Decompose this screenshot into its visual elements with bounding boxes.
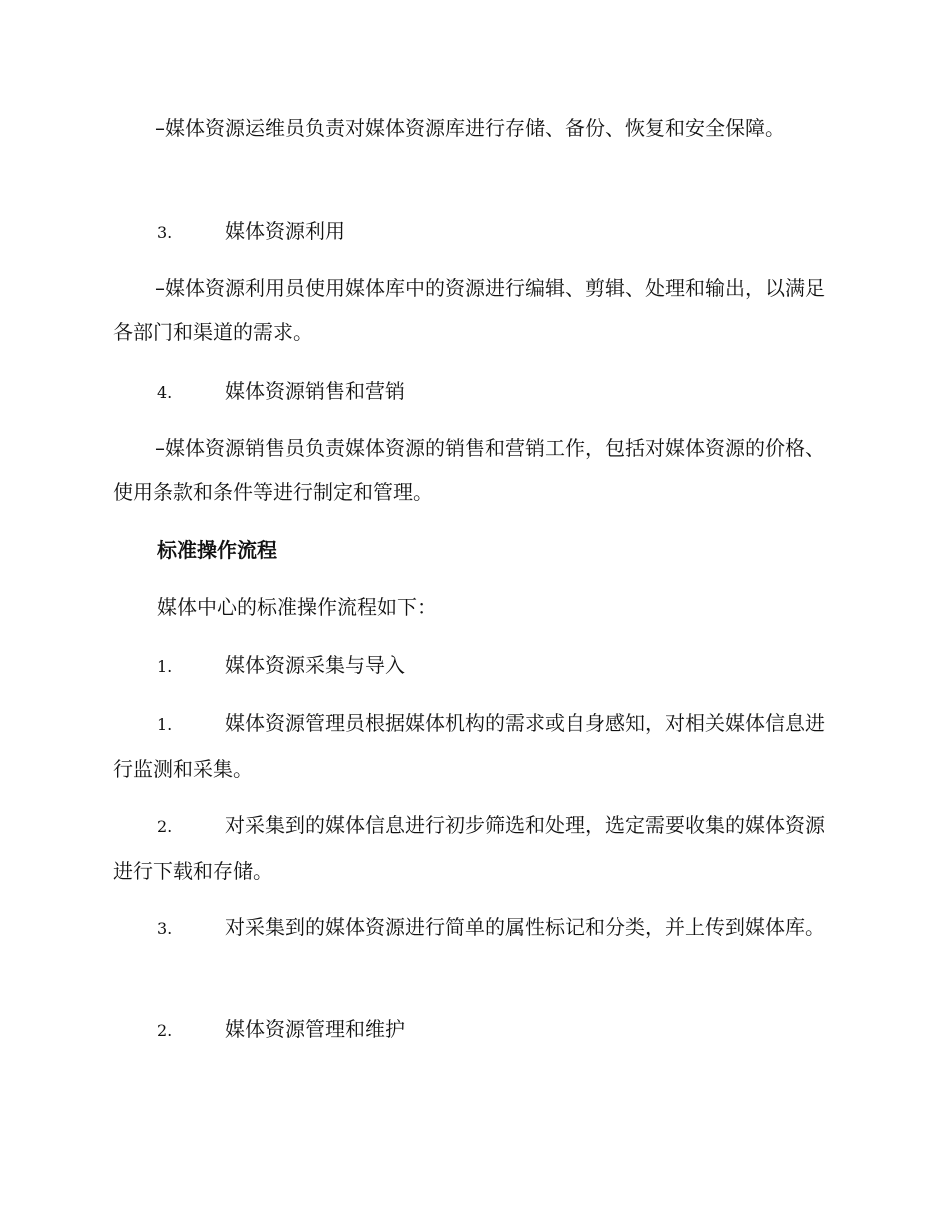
sub-item-text: 对采集到的媒体资源进行简单的属性标记和分类，并上传到媒体库。 [225, 915, 825, 939]
list-number: 3. [157, 223, 173, 242]
list-number: 1. [157, 657, 173, 676]
list-item-sales-marketing [157, 378, 405, 406]
paragraph-use-staff [113, 266, 838, 354]
paragraph-text: –媒体资源销售员负责媒体资源的销售和营销工作，包括对媒体资源的价格、使用条款和条件等进行制定和管理。 [113, 436, 825, 504]
list-item-text: 媒体资源采集与导入 [225, 653, 405, 677]
sub-item-number: 3. [157, 919, 173, 938]
sub-item-number: 1. [157, 715, 173, 734]
sub-item-tag-upload [113, 905, 838, 951]
list-number: 2. [157, 1021, 173, 1040]
list-item-resource-use [157, 218, 345, 246]
list-item-manage-maintain [157, 1016, 405, 1044]
paragraph-sales-staff [113, 426, 838, 514]
list-item-text: 媒体资源利用 [225, 219, 345, 243]
list-item-text: 媒体资源销售和营销 [225, 379, 405, 403]
paragraph-intro: 媒体中心的标准操作流程如下： [157, 595, 437, 619]
list-number: 4. [157, 383, 173, 402]
sub-item-monitor [113, 701, 838, 791]
paragraph-text: –媒体资源运维员负责对媒体资源库进行存储、备份、恢复和安全保障。 [155, 116, 785, 140]
list-item-collect-import [157, 652, 405, 680]
paragraph-ops-staff [113, 106, 838, 150]
paragraph-text: –媒体资源利用员使用媒体库中的资源进行编辑、剪辑、处理和输出，以满足各部门和渠道的需求。 [113, 276, 825, 344]
sub-item-filter [113, 803, 838, 893]
list-item-text: 媒体资源管理和维护 [225, 1017, 405, 1041]
sub-item-text: 对采集到的媒体信息进行初步筛选和处理，选定需要收集的媒体资源进行下载和存储。 [113, 813, 825, 883]
section-heading: 标准操作流程 [157, 538, 277, 562]
sub-item-text: 媒体资源管理员根据媒体机构的需求或自身感知，对相关媒体信息进行监测和采集。 [113, 711, 825, 781]
sub-item-number: 2. [157, 817, 173, 836]
